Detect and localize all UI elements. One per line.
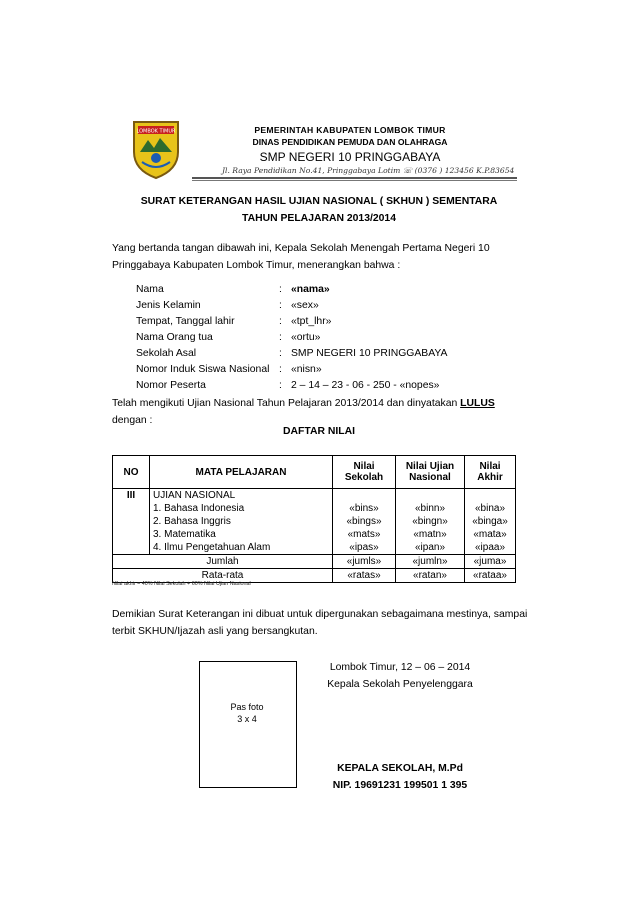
- header-final-score: Nilai Akhir: [465, 456, 516, 489]
- sum-national: «jumln»: [396, 555, 465, 569]
- group-name: UJIAN NASIONAL: [150, 489, 333, 503]
- header-rule-thin: [192, 180, 517, 181]
- sum-final: «juma»: [465, 555, 516, 569]
- sum-school: «jumls»: [333, 555, 396, 569]
- field-value: «ortu»: [291, 332, 321, 343]
- average-school: «ratas»: [333, 569, 396, 583]
- school-score-cell: «bins»: [333, 502, 396, 515]
- field-value: SMP NEGERI 10 PRINGGABAYA: [291, 348, 448, 359]
- group-number: III: [113, 489, 150, 503]
- header-subject: MATA PELAJARAN: [150, 456, 333, 489]
- document-title: SURAT KETERANGAN HASIL UJIAN NASIONAL ( SKHUN ) SEMENTARA: [140, 196, 498, 207]
- student-school-row: Sekolah Asal : SMP NEGERI 10 PRINGGABAYA: [136, 346, 447, 362]
- field-value: «nama»: [291, 284, 330, 295]
- field-label: Nama: [136, 284, 164, 295]
- district-logo: [130, 118, 182, 180]
- grades-table: [112, 455, 516, 583]
- subject-cell: 4. Ilmu Pengetahuan Alam: [150, 541, 333, 555]
- national-score-cell: «ipan»: [396, 541, 465, 555]
- header-national-score: Nilai Ujian Nasional: [396, 456, 465, 489]
- signature-block: [300, 760, 500, 794]
- place-date: Lombok Timur, 12 – 06 – 2014: [329, 662, 471, 673]
- average-label: Rata-rata: [113, 569, 333, 583]
- field-label: Nomor Peserta: [136, 380, 206, 391]
- result-statement: [112, 395, 532, 429]
- document-subtitle: TAHUN PELAJARAN 2013/2014: [242, 213, 396, 224]
- signer-name: KEPALA SEKOLAH, M.Pd: [337, 763, 463, 774]
- header-department: DINAS PENDIDIKAN PEMUDA DAN OLAHRAGA: [252, 137, 448, 147]
- score-note: Nilai akhir = 40% Nilai Sekolah + 60% Nilai Ujian Nasional: [112, 581, 251, 587]
- field-label: Jenis Kelamin: [136, 300, 201, 311]
- subject-cell: 3. Matematika: [150, 528, 333, 541]
- table-group-row: [113, 489, 516, 503]
- header-school-score: Nilai Sekolah: [333, 456, 396, 489]
- signer-role: Kepala Sekolah Penyelenggara: [327, 679, 473, 690]
- statement-continuation: dengan :: [112, 415, 153, 426]
- header-address: Jl. Raya Pendidikan No.41, Pringgabaya Lotim ☏ (0376 ) 123456 K.P.83654: [222, 166, 515, 175]
- signer-nip: NIP. 19691231 199501 1 395: [332, 780, 468, 791]
- field-value: «nisn»: [291, 364, 322, 375]
- school-score-cell: «mats»: [333, 528, 396, 541]
- national-score-cell: «bingn»: [396, 515, 465, 528]
- table-row: [113, 541, 516, 555]
- table-row: [113, 515, 516, 528]
- field-value: 2 – 14 – 23 - 06 - 250 - «nopes»: [291, 380, 440, 391]
- field-label: Sekolah Asal: [136, 348, 197, 359]
- field-label: Nama Orang tua: [136, 332, 213, 343]
- header-no: NO: [113, 456, 150, 489]
- final-score-cell: «bina»: [465, 502, 516, 515]
- table-header-row: [113, 456, 516, 489]
- grades-title: DAFTAR NILAI: [283, 426, 355, 437]
- intro-paragraph: Yang bertanda tangan dibawah ini, Kepala Sekolah Menengah Pertama Negeri 10 Pringgabaya Kabupaten Lombok Timur, menerangkan bahwa :: [112, 243, 490, 271]
- student-name-row: Nama : «nama»: [136, 282, 447, 298]
- field-label: Tempat, Tanggal lahir: [136, 316, 235, 327]
- table-row: [113, 502, 516, 515]
- header-rule: [192, 177, 517, 179]
- final-score-cell: «binga»: [465, 515, 516, 528]
- photo-label-line2: 3 x 4: [237, 714, 257, 724]
- average-final: «rataa»: [465, 569, 516, 583]
- sum-label: Jumlah: [113, 555, 333, 569]
- student-sex-row: Jenis Kelamin : «sex»: [136, 298, 447, 314]
- average-national: «ratan»: [396, 569, 465, 583]
- pass-status: LULUS: [460, 398, 495, 409]
- logo-lettering: LOMBOK TIMUR: [136, 128, 176, 135]
- school-score-cell: «ipas»: [333, 541, 396, 555]
- table-sum-row: [113, 555, 516, 569]
- national-score-cell: «binn»: [396, 502, 465, 515]
- statement-text: Telah mengikuti Ujian Nasional Tahun Pelajaran 2013/2014 dan dinyatakan: [112, 398, 461, 409]
- closing-paragraph: Demikian Surat Keterangan ini dibuat untuk dipergunakan sebagaimana mestinya, sampai terbit SKHUN/Ijazah asli yang bersangkutan.: [112, 609, 528, 637]
- field-label: Nomor Induk Siswa Nasional: [136, 364, 270, 375]
- final-score-cell: «mata»: [465, 528, 516, 541]
- header-school-name: SMP NEGERI 10 PRINGGABAYA: [259, 150, 441, 164]
- student-parent-row: Nama Orang tua : «ortu»: [136, 330, 447, 346]
- photo-label: [199, 701, 295, 725]
- field-value: «tpt_lhr»: [291, 316, 332, 327]
- school-score-cell: «bings»: [333, 515, 396, 528]
- subject-cell: 2. Bahasa Inggris: [150, 515, 333, 528]
- student-nisn-row: Nomor Induk Siswa Nasional : «nisn»: [136, 362, 447, 378]
- student-details: [136, 282, 447, 394]
- national-score-cell: «matn»: [396, 528, 465, 541]
- student-exam-number-row: Nomor Peserta : 2 – 14 – 23 - 06 - 250 - «nopes»: [136, 378, 447, 394]
- signature-header: [300, 659, 500, 693]
- field-value: «sex»: [291, 300, 319, 311]
- subject-cell: 1. Bahasa Indonesia: [150, 502, 333, 515]
- header-government: PEMERINTAH KABUPATEN LOMBOK TIMUR: [254, 125, 446, 135]
- student-birth-row: Tempat, Tanggal lahir : «tpt_lhr»: [136, 314, 447, 330]
- table-row: [113, 528, 516, 541]
- photo-label-line1: Pas foto: [230, 702, 264, 712]
- final-score-cell: «ipaa»: [465, 541, 516, 555]
